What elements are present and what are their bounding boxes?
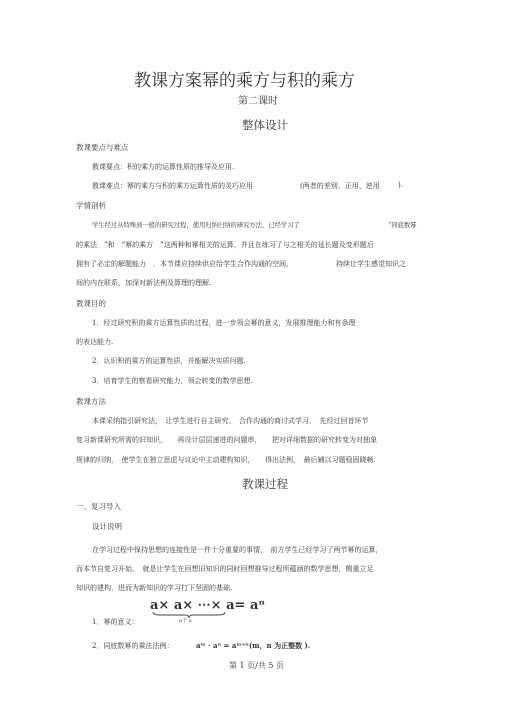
analysis-line-3b: 持续让学生感觉知识之 (336, 260, 406, 268)
analysis-line-1a: 学生经过从特殊到一般的研究过程，使用归纳归纳的研究方法，已经学习了 (92, 222, 300, 229)
same-base-rule-label: 2．同底数幂的乘法法例： (92, 642, 174, 650)
goals-heading: 教课目的 (76, 299, 106, 308)
methods-heading: 教课方法 (76, 397, 106, 406)
page-title: 教课方案幂的乘方与积的乘方 (134, 71, 355, 91)
goal-3: 3．培育学生的察看研究能力，领会转变的数学思想. (92, 377, 253, 385)
design-label: 设计说明 (92, 522, 122, 531)
review-heading: 一、复习导入 (76, 502, 121, 511)
design-line-2: 而本节自复习开始， 就是让学生在回想旧知识的同时回想推导过程所蕴涵的数学思想，侧重立足 (76, 565, 374, 573)
difficulty-text: 教课难点：幂的乘方与积的乘方运算性质的灵巧应用 (92, 182, 253, 190)
analysis-line-1b: “同底数幂 (388, 222, 417, 229)
methods-line-1: 本课采纳指引研究法， 让学生进行自主研究、 合作沟通的商讨式学习． 先经过回首环节 (92, 417, 369, 425)
analysis-line-4: 间的内在联系，加深对新法例及算理的理解. (76, 279, 212, 287)
page-footer: 第 1 页/共 5 页 (229, 661, 285, 670)
goal-2: 2．认识积的乘方的运算性质，并能解决实质问题. (92, 357, 246, 365)
lesson-subtitle: 第二课时 (238, 96, 278, 107)
analysis-line-2: 的乘法 ”和 “幂的乘方 ”这两种和幂相关的运算，并且在练习了与之相关的延长题及变形题后 (76, 241, 374, 249)
design-line-1: 在学习过程中保持思想的连接性是一件十分重要的事情， 前方学生已经学习了两节幂的运算， (92, 546, 383, 554)
methods-line-3: 规律的归纳， 使学生在独立思虑与议论中主动建构知识， 得出法例， 最后辅以习题稳固晓畅. (76, 456, 376, 464)
analysis-heading: 学情剖析 (76, 201, 106, 210)
power-definition-formula: a× a× ⋯× a= aⁿ (150, 598, 266, 613)
difficulty-end: ). (398, 181, 403, 189)
power-meaning-label: 1．幂的意义： (92, 618, 139, 626)
analysis-line-3a: 拥有了必定的解题能力 ．本节课应持续供应给学生合作沟通的空间， (76, 260, 293, 268)
design-line-3: 知识的建构，进而为新知识的学习打下坚固的基础. (76, 584, 233, 592)
goal-1-line-1: 1．经过研究积的乘方运算性质的过程，进一步领会幂的意义，发展推理能力和有条理 (92, 319, 356, 327)
methods-line-2: 复习新课研究所需的旧知识， 再设计层层递进的问题串， 把对详细数据的研究转变为对抽象 (76, 436, 377, 444)
key-point-text: 教课要点：积的乘方的运算性质的推导及应用. (92, 163, 235, 171)
underbrace-label: n个 a (179, 618, 192, 624)
goal-1-line-2: 的表达能力. (76, 338, 114, 346)
process-heading: 教课过程 (242, 477, 288, 491)
difficulty-note: (两者的差别、正用、逆用 (300, 182, 380, 190)
same-base-rule-formula: aᵐ · aⁿ = aᵐ⁺ⁿ(m，n 为正整数 ). (196, 641, 311, 650)
key-points-heading: 教课要点与难点 (76, 143, 129, 152)
overall-design-heading: 整体设计 (242, 118, 288, 132)
